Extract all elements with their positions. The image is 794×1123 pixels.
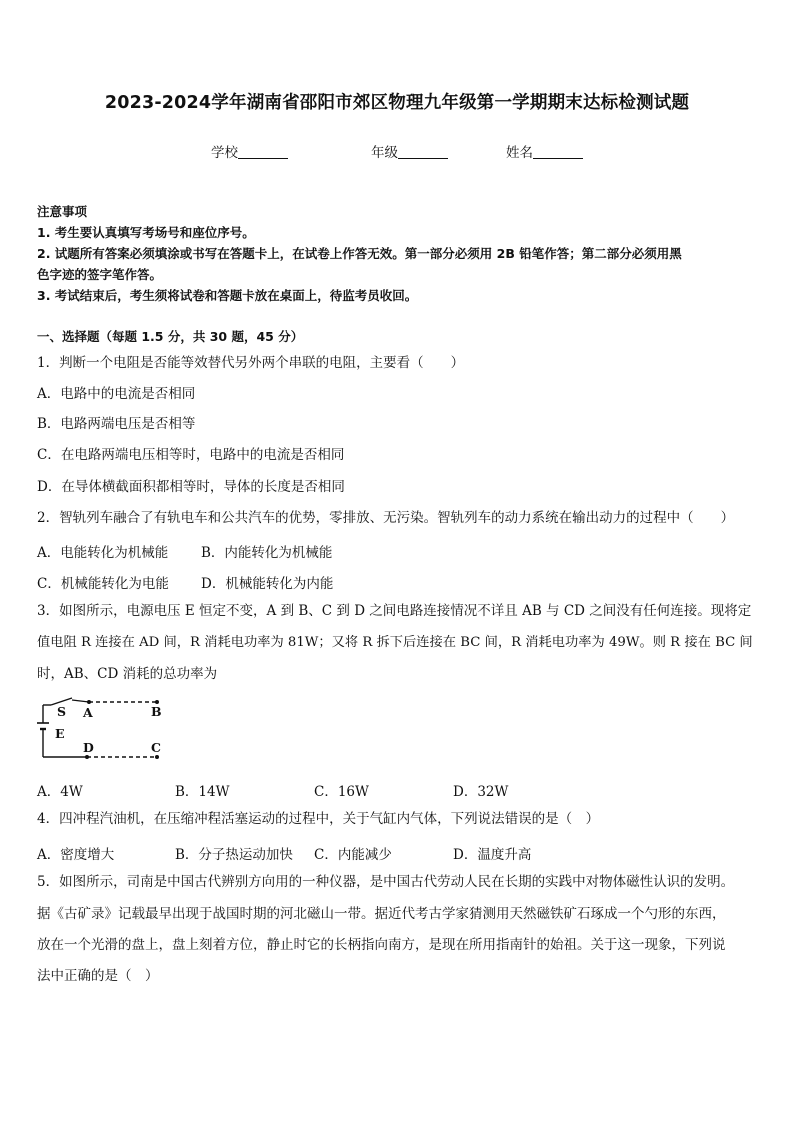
label-e: E [55, 726, 65, 741]
terminal-c [155, 755, 159, 759]
label-d: D [83, 740, 94, 755]
grade-field [371, 141, 448, 161]
q3-option-b: B．14W [175, 784, 230, 800]
q2-option-a: A．电能转化为机械能 [37, 545, 169, 561]
q1-stem: 1．判断一个电阻是否能等效替代另外两个串联的电阻，主要看（ ） [37, 355, 465, 371]
grade-label: 年级 [371, 145, 398, 161]
q1-option-c: C．在电路两端电压相等时，电路中的电流是否相同 [37, 447, 345, 463]
notice-item: 1. 考生要认真填写考场号和座位序号。 [37, 225, 255, 240]
q3-stem-line2: 值电阻 R 连接在 AD 间，R 消耗电功率为 81W；又将 R 拆下后连接在 BC 间，R 消耗电功率为 49W。则 R 接在 BC 间 [37, 635, 753, 650]
switch-contact [72, 700, 89, 702]
name-blank [533, 145, 583, 159]
q4-option-d: D．温度升高 [453, 847, 532, 863]
school-field [211, 141, 288, 161]
name-field [506, 141, 583, 161]
label-b: B [151, 704, 162, 719]
q5-stem-line2: 据《古矿录》记载最早出现于战国时期的河北磁山一带。据近代考古学家猜测用天然磁铁矿石琢成一个勺形的东西， [37, 906, 726, 922]
notice-item: 色字迹的签字笔作答。 [37, 267, 163, 282]
circuit-diagram [37, 696, 177, 764]
q3-stem-line1: 3．如图所示，电源电压 E 恒定不变，A 到 B、C 到 D 之间电路连接情况不详且 AB 与 CD 之间没有任何连接。现将定 [37, 603, 752, 619]
grade-blank [398, 145, 448, 159]
q2-option-c: C．机械能转化为电能 [37, 576, 169, 592]
school-label: 学校 [211, 145, 238, 161]
label-s: S [57, 704, 67, 719]
q1-option-a: A．电路中的电流是否相同 [37, 386, 196, 402]
school-blank [238, 145, 288, 159]
q1-option-d: D．在导体横截面积都相等时，导体的长度是否相同 [37, 479, 345, 495]
q1-option-b: B．电路两端电压是否相等 [37, 416, 196, 432]
q2-stem: 2．智轨列车融合了有轨电车和公共汽车的优势，零排放、无污染。智轨列车的动力系统在输出动力的过程中（ ） [37, 510, 735, 526]
label-c: C [151, 740, 161, 755]
q5-stem-line3: 放在一个光滑的盘上，盘上刻着方位，静止时它的长柄指向南方，是现在所用指南针的始祖。关于这一现象，下列说 [37, 937, 726, 953]
notice-item: 2. 试题所有答案必须填涂或书写在答题卡上，在试卷上作答无效。第一部分必须用 2B 铅笔作答；第二部分必须用黑 [37, 246, 682, 261]
q5-stem-line1: 5．如图所示，司南是中国古代辨别方向用的一种仪器，是中国古代劳动人民在长期的实践中对物体磁性认识的发明。 [37, 874, 735, 890]
notice-heading: 注意事项 [37, 204, 88, 219]
label-a: A [83, 705, 93, 720]
q5-stem-line4: 法中正确的是（ ） [37, 968, 159, 984]
q2-option-d: D．机械能转化为内能 [201, 576, 334, 592]
q4-option-c: C．内能减少 [314, 847, 392, 863]
page-title: 2023-2024学年湖南省邵阳市郊区物理九年级第一学期期末达标检测试题 [104, 93, 690, 113]
section-heading: 一、选择题（每题 1.5 分，共 30 题，45 分） [37, 329, 304, 344]
q4-stem: 4．四冲程汽油机，在压缩冲程活塞运动的过程中，关于气缸内气体，下列说法错误的是（ ） [37, 811, 600, 827]
q3-option-d: D．32W [453, 784, 509, 800]
q3-stem-line3: 时，AB、CD 消耗的总功率为 [37, 666, 218, 682]
q4-option-b: B．分子热运动加快 [175, 847, 293, 863]
q3-option-a: A．4W [37, 784, 83, 800]
q3-option-c: C．16W [314, 784, 369, 800]
q2-option-b: B．内能转化为机械能 [201, 545, 333, 561]
q4-option-a: A．密度增大 [37, 847, 115, 863]
notice-item: 3. 考试结束后，考生须将试卷和答题卡放在桌面上，待监考员收回。 [37, 288, 418, 303]
name-label: 姓名 [506, 145, 533, 161]
